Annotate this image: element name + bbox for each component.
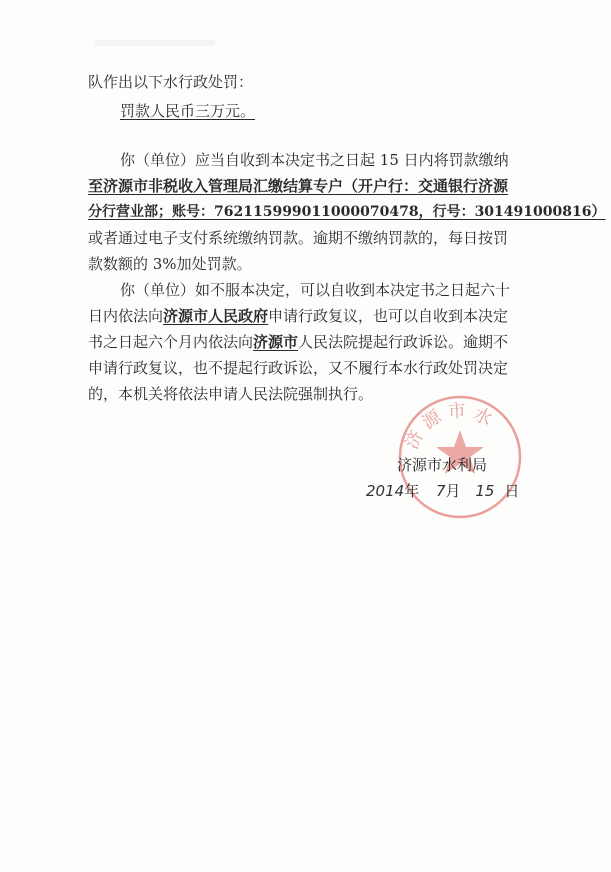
city-name: 济源市	[253, 333, 299, 351]
paragraph-1-line-1: 你（单位）应当自收到本决定书之日起 15 日内将罚款缴纳	[120, 151, 509, 169]
paragraph-2-line-5: 的，本机关将依法申请人民法院强制执行。	[88, 385, 374, 403]
paragraph-1-line-2: 至济源市非税收入管理局汇缴结算专户（开户行：交通银行济源	[88, 177, 509, 195]
paragraph-2-line-1: 你（单位）如不服本决定，可以自收到本决定书之日起六十	[120, 281, 511, 299]
government-name: 济源市人民政府	[163, 307, 269, 325]
year-unit: 年	[404, 482, 420, 500]
svg-text:济 源 市 水: 济 源 市 水	[401, 400, 496, 453]
paragraph-1-line-3: 分行营业部；账号：762115999011000070478，行号：301491000816）	[88, 204, 606, 220]
penalty-amount: 罚款人民币三万元。	[120, 102, 256, 120]
date-year: 2014	[366, 482, 405, 500]
issue-date	[366, 480, 519, 501]
text-segment: 申请行政复议，也可以自收到本决定	[268, 307, 509, 325]
paragraph-1-line-4: 或者通过电子支付系统缴纳罚款。逾期不缴纳罚款的，每日按罚	[88, 229, 509, 247]
text-segment: 人民法院提起行政诉讼。逾期不	[298, 333, 509, 351]
month-unit: 月	[445, 482, 461, 500]
text-segment: 书之日起六个月内依法向	[88, 333, 254, 351]
text-line-1: 队作出以下水行政处罚：	[88, 73, 254, 91]
paragraph-1-line-5: 款数额的 3%加处罚款。	[88, 255, 252, 273]
text-segment: 日内依法向	[88, 307, 164, 325]
paragraph-2-line-4: 申请行政复议，也不提起行政诉讼，又不履行本水行政处罚决定	[88, 359, 509, 377]
paragraph-2-line-2	[88, 306, 508, 326]
date-day: 15	[475, 482, 495, 500]
issuing-org: 济源市水利局	[397, 456, 488, 474]
scan-smudge	[95, 40, 215, 46]
paragraph-2-line-3	[88, 332, 508, 352]
day-unit: 日	[504, 482, 520, 500]
date-month: 7	[435, 482, 446, 500]
